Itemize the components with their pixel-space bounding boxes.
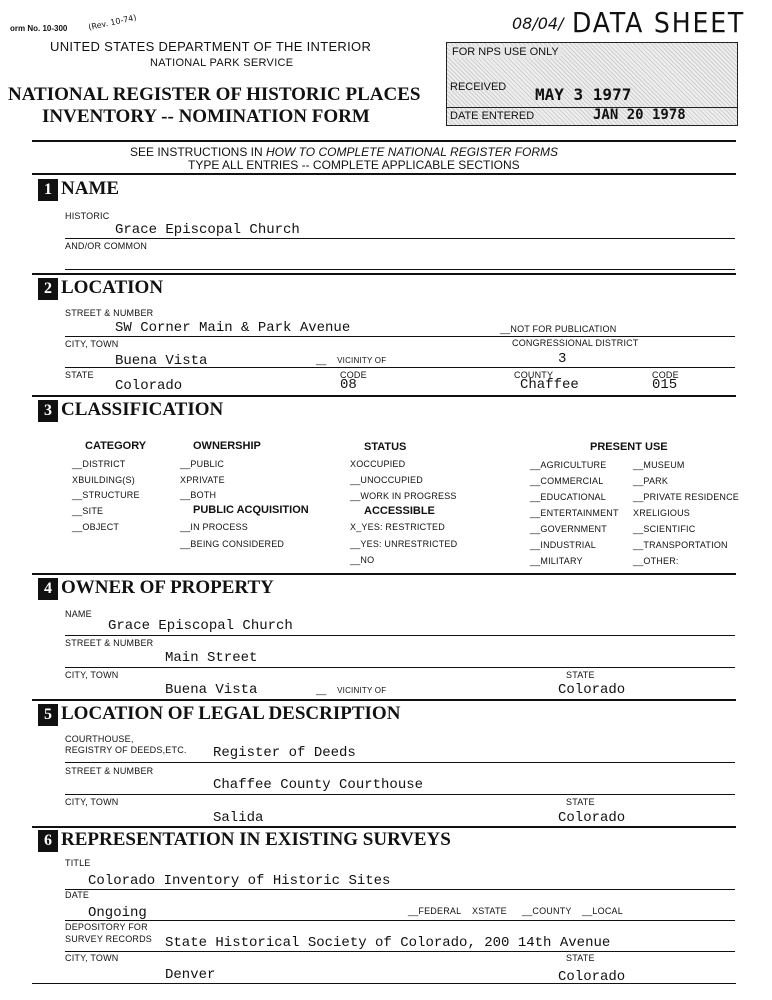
legal-street-label: STREET & NUMBER bbox=[65, 766, 154, 776]
legal-street-value: Chaffee County Courthouse bbox=[213, 777, 424, 793]
survey-date-value: Ongoing bbox=[88, 905, 147, 921]
use-option-agriculture: __AGRICULTURE bbox=[530, 460, 607, 470]
county-value: Chaffee bbox=[520, 377, 579, 393]
depository-line bbox=[65, 951, 735, 952]
accessible-header: ACCESSIBLE bbox=[364, 505, 435, 517]
category-option-structure: __STRUCTURE bbox=[72, 490, 140, 500]
owner-name-label: NAME bbox=[65, 609, 92, 619]
category-option-site: __SITE bbox=[72, 506, 104, 516]
survey-option-county: __COUNTY bbox=[522, 906, 572, 916]
location-city-value: Buena Vista bbox=[115, 353, 208, 369]
received-label: RECEIVED bbox=[450, 81, 507, 93]
legal-state-value: Colorado bbox=[558, 810, 626, 826]
use-option-industrial: __INDUSTRIAL bbox=[530, 540, 596, 550]
category-option-district: __DISTRICT bbox=[72, 459, 126, 469]
owner-state-label: STATE bbox=[566, 670, 595, 680]
depository-label-2: SURVEY RECORDS bbox=[65, 934, 152, 944]
section-5-number: 5 bbox=[38, 704, 58, 726]
depository-value: State Historical Society of Colorado, 200 14th Avenue bbox=[165, 935, 611, 951]
use-option-government: __GOVERNMENT bbox=[530, 524, 607, 534]
section-1-rule bbox=[32, 273, 736, 275]
survey-state-value: Colorado bbox=[558, 969, 626, 985]
status-option-unoccupied: __UNOCCUPIED bbox=[350, 475, 423, 485]
owner-name-line bbox=[65, 635, 735, 636]
header-rule bbox=[32, 140, 736, 142]
section-2-title: LOCATION bbox=[61, 277, 164, 298]
legal-street-line bbox=[65, 794, 735, 795]
legal-city-value: Salida bbox=[213, 810, 264, 826]
accessible-option-no: __NO bbox=[350, 555, 375, 565]
city-town-label: CITY, TOWN bbox=[65, 339, 119, 349]
nps-use-box bbox=[446, 42, 738, 126]
bottom-line bbox=[32, 983, 736, 984]
depository-label-1: DEPOSITORY FOR bbox=[65, 922, 148, 932]
legal-city-label: CITY, TOWN bbox=[65, 797, 119, 807]
use-option-other: __OTHER: bbox=[633, 556, 679, 566]
not-for-publication-option: __NOT FOR PUBLICATION bbox=[500, 324, 617, 334]
common-name-line bbox=[65, 269, 735, 270]
form-subtitle: INVENTORY -- NOMINATION FORM bbox=[42, 106, 370, 127]
legal-state-label: STATE bbox=[566, 797, 595, 807]
congressional-district-label: CONGRESSIONAL DISTRICT bbox=[512, 338, 639, 348]
section-1-number: 1 bbox=[38, 179, 58, 201]
section-3-number: 3 bbox=[38, 400, 58, 422]
owner-street-value: Main Street bbox=[165, 650, 258, 666]
vicinity-of-label: __ VICINITY OF bbox=[316, 355, 387, 365]
use-option-scientific: __SCIENTIFIC bbox=[633, 524, 696, 534]
owner-vicinity: __ VICINITY OF bbox=[316, 685, 387, 695]
survey-date-line bbox=[65, 920, 735, 921]
owner-name-value: Grace Episcopal Church bbox=[108, 618, 293, 634]
section-4-rule bbox=[32, 699, 736, 701]
instructions-prefix: SEE INSTRUCTIONS IN bbox=[130, 145, 267, 159]
section-6-number: 6 bbox=[38, 830, 58, 852]
status-header: STATUS bbox=[364, 441, 407, 453]
category-option-object: __OBJECT bbox=[72, 522, 120, 532]
section-3-rule bbox=[32, 573, 736, 575]
owner-city-value: Buena Vista bbox=[165, 682, 258, 698]
section-3-title: CLASSIFICATION bbox=[61, 399, 224, 420]
owner-city-label: CITY, TOWN bbox=[65, 670, 119, 680]
use-option-museum: __MUSEUM bbox=[633, 460, 685, 470]
registry-value: Register of Deeds bbox=[213, 745, 356, 761]
section-4-title: OWNER OF PROPERTY bbox=[61, 577, 274, 598]
state-label: STATE bbox=[65, 370, 94, 380]
owner-vicinity-text: VICINITY OF bbox=[337, 686, 387, 695]
county-code-value: 015 bbox=[652, 377, 678, 393]
section-5-rule bbox=[32, 826, 736, 828]
historic-name-value: Grace Episcopal Church bbox=[115, 222, 300, 238]
category-header: CATEGORY bbox=[85, 440, 147, 452]
acquisition-option-in-process: __IN PROCESS bbox=[180, 522, 248, 532]
historic-label: HISTORIC bbox=[65, 211, 110, 221]
survey-option-federal: __FEDERAL bbox=[408, 906, 462, 916]
instructions-rule bbox=[32, 173, 736, 175]
county-label: COUNTY bbox=[514, 370, 554, 380]
accessible-option-unrestricted: __YES: UNRESTRICTED bbox=[350, 539, 458, 549]
section-1-title: NAME bbox=[61, 178, 120, 199]
vicinity-text: VICINITY OF bbox=[337, 356, 387, 365]
ownership-option-both: __BOTH bbox=[180, 490, 217, 500]
ownership-option-private: XPRIVATE bbox=[180, 475, 225, 485]
handwritten-date: 08/04/ bbox=[512, 14, 564, 33]
date-entered-label: DATE ENTERED bbox=[450, 110, 535, 122]
use-option-transportation: __TRANSPORTATION bbox=[633, 540, 728, 550]
use-option-military: __MILITARY bbox=[530, 556, 583, 566]
common-name-label: AND/OR COMMON bbox=[65, 241, 148, 251]
owner-state-value: Colorado bbox=[558, 682, 626, 698]
registry-line bbox=[65, 762, 735, 763]
survey-state-label: STATE bbox=[566, 953, 595, 963]
county-code-label: CODE bbox=[652, 370, 679, 380]
section-5-title: LOCATION OF LEGAL DESCRIPTION bbox=[61, 703, 401, 724]
form-revision: (Rev. 10-74) bbox=[87, 13, 138, 32]
survey-option-state: XSTATE bbox=[472, 906, 507, 916]
location-street-value: SW Corner Main & Park Avenue bbox=[115, 320, 351, 336]
survey-option-local: __LOCAL bbox=[582, 906, 623, 916]
street-number-label: STREET & NUMBER bbox=[65, 308, 154, 318]
congressional-district-value: 3 bbox=[558, 351, 567, 367]
present-use-header: PRESENT USE bbox=[590, 441, 668, 453]
registry-of-deeds-label: REGISTRY OF DEEDS,ETC. bbox=[65, 745, 187, 755]
section-2-rule bbox=[32, 395, 736, 397]
received-stamp: MAY 3 1977 bbox=[535, 85, 632, 104]
nps-box-divider bbox=[447, 107, 737, 108]
category-option-building: XBUILDING(S) bbox=[72, 475, 135, 485]
courthouse-label: COURTHOUSE, bbox=[65, 734, 134, 744]
street-line bbox=[65, 336, 735, 337]
use-option-entertainment: __ENTERTAINMENT bbox=[530, 508, 619, 518]
public-acquisition-header: PUBLIC ACQUISITION bbox=[193, 504, 309, 516]
ownership-option-public: __PUBLIC bbox=[180, 459, 225, 469]
survey-title-value: Colorado Inventory of Historic Sites bbox=[88, 873, 391, 889]
section-6-title: REPRESENTATION IN EXISTING SURVEYS bbox=[61, 829, 451, 850]
form-title: NATIONAL REGISTER OF HISTORIC PLACES bbox=[8, 84, 421, 105]
status-option-occupied: XOCCUPIED bbox=[350, 459, 406, 469]
state-code-label: CODE bbox=[340, 370, 367, 380]
accessible-option-restricted: X_YES: RESTRICTED bbox=[350, 522, 445, 532]
ownership-header: OWNERSHIP bbox=[193, 440, 261, 452]
use-option-commercial: __COMMERCIAL bbox=[530, 476, 604, 486]
data-sheet-stamp: DATA SHEET bbox=[572, 6, 746, 39]
instructions-doc-title: HOW TO COMPLETE NATIONAL REGISTER FORMS bbox=[266, 145, 559, 159]
use-option-educational: __EDUCATIONAL bbox=[530, 492, 606, 502]
survey-city-label: CITY, TOWN bbox=[65, 953, 119, 963]
owner-street-label: STREET & NUMBER bbox=[65, 638, 154, 648]
location-state-value: Colorado bbox=[115, 378, 183, 394]
service-name: NATIONAL PARK SERVICE bbox=[150, 57, 294, 69]
use-option-religious: XRELIGIOUS bbox=[633, 508, 691, 518]
status-option-work-in-progress: __WORK IN PROGRESS bbox=[350, 491, 457, 501]
use-option-park: __PARK bbox=[633, 476, 669, 486]
owner-street-line bbox=[65, 667, 735, 668]
department-name: UNITED STATES DEPARTMENT OF THE INTERIOR bbox=[50, 39, 372, 54]
instructions-line2: TYPE ALL ENTRIES -- COMPLETE APPLICABLE SECTIONS bbox=[188, 158, 520, 172]
instructions-line1 bbox=[130, 145, 558, 159]
survey-title-label: TITLE bbox=[65, 858, 91, 868]
use-option-private-residence: __PRIVATE RESIDENCE bbox=[633, 492, 739, 502]
acquisition-option-being-considered: __BEING CONSIDERED bbox=[180, 539, 285, 549]
city-line bbox=[65, 367, 735, 368]
survey-title-line bbox=[65, 889, 735, 890]
survey-city-value: Denver bbox=[165, 967, 216, 983]
section-2-number: 2 bbox=[38, 278, 58, 300]
survey-date-label: DATE bbox=[65, 890, 90, 900]
state-code-value: 08 bbox=[340, 377, 357, 393]
section-4-number: 4 bbox=[38, 578, 58, 600]
nps-box-label: FOR NPS USE ONLY bbox=[452, 46, 559, 58]
form-number: orm No. 10-300 bbox=[10, 24, 68, 33]
date-entered-stamp: JAN 20 1978 bbox=[593, 107, 686, 123]
historic-line bbox=[65, 238, 735, 239]
